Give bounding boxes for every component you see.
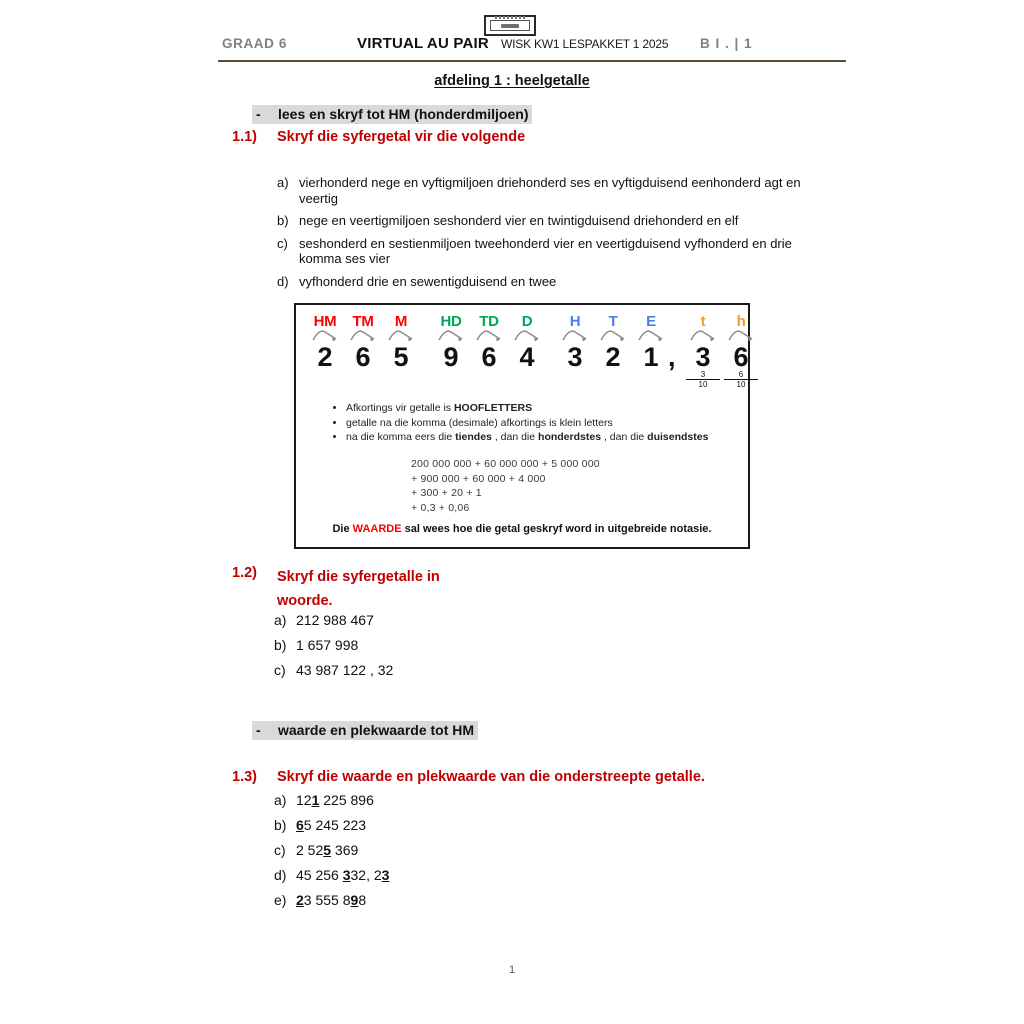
- subheading-waarde-en-plekwaarde: [252, 721, 478, 740]
- question-text-1-3: Skryf die waarde en plekwaarde van die onderstreepte getalle.: [277, 769, 705, 785]
- item-text: 43 987 122 , 32: [296, 662, 394, 678]
- bullet-text: , dan die: [601, 431, 648, 443]
- expanded-line: + 0,3 + 0,06: [411, 501, 470, 514]
- question-text-1-2: Skryf die syfergetalle in woorde.: [277, 569, 440, 609]
- item-label: c): [274, 842, 286, 858]
- underlined-digit: 9: [350, 892, 359, 908]
- place-value-arc-icon: [686, 329, 720, 342]
- expanded-line: 200 000 000 + 60 000 000 + 5 000 000: [411, 458, 600, 470]
- bullet-item: [346, 431, 708, 445]
- list-item: [274, 867, 634, 883]
- question-number-1-1: 1.1): [232, 129, 257, 145]
- question-text-1-1: Skryf die syfergetal vir die volgende: [277, 129, 526, 145]
- question-number-1-2: 1.2): [232, 565, 257, 581]
- bullet-text: getalle na die komma (desimale) afkortings is klein letters: [346, 416, 613, 429]
- item-label: d): [277, 273, 289, 289]
- item-text: seshonderd en sestienmiljoen tweehonderd vier en veertigduisend vyfhonderd en drie komma ses vier: [299, 235, 792, 266]
- place-value-note: [296, 523, 748, 535]
- digit-plain: 8: [358, 892, 367, 908]
- place-value-arc-icon: [346, 329, 380, 342]
- header-divider: [218, 60, 846, 62]
- place-value-columns: [296, 314, 748, 394]
- digit-plain: 5 245 223: [303, 817, 367, 833]
- document-header: [0, 36, 1024, 56]
- underlined-digit: 1: [311, 792, 320, 808]
- place-value-chart: [294, 303, 750, 549]
- item-label: b): [274, 817, 287, 833]
- place-value-digit: 6: [733, 342, 749, 372]
- list-item: [274, 612, 574, 628]
- list-item: [274, 892, 634, 908]
- digit-plain: 2 52: [296, 842, 324, 858]
- header-grade: GRAAD 6: [222, 36, 287, 51]
- fraction-numerator: 3: [700, 370, 706, 379]
- fraction-numerator: 6: [738, 370, 744, 379]
- place-value-arc-icon: [434, 329, 468, 342]
- place-value-column: [686, 314, 720, 389]
- expanded-line: + 300 + 20 + 1: [411, 487, 482, 499]
- bullet-bold: duisendstes: [647, 431, 709, 443]
- note-text: sal wees hoe die getal geskryf word in uitgebreide notasie.: [401, 523, 712, 535]
- place-value-digit: 1: [643, 342, 659, 372]
- place-value-abbrev: HM: [313, 313, 337, 330]
- underlined-digit: 5: [323, 842, 332, 858]
- item-text: vyfhonderd drie en sewentigduisend en twee: [299, 273, 557, 289]
- place-value-column: [724, 314, 758, 389]
- item-number: [296, 792, 634, 808]
- place-value-abbrev: T: [608, 313, 618, 330]
- item-label: e): [274, 892, 287, 908]
- place-value-digit: 3: [567, 342, 583, 372]
- place-value-abbrev: H: [569, 313, 581, 330]
- place-value-arc-icon: [634, 329, 668, 342]
- question-number-1-3: 1.3): [232, 769, 257, 785]
- item-number: [296, 842, 634, 858]
- list-item: [274, 842, 634, 858]
- place-value-arc-icon: [510, 329, 544, 342]
- underlined-digit: 6: [296, 817, 304, 833]
- digit-plain: 3 555 8: [303, 892, 351, 908]
- place-value-abbrev: TD: [479, 313, 499, 330]
- bullet-text: , dan die: [491, 431, 539, 443]
- list-item: [274, 637, 574, 653]
- header-brand: VIRTUAL AU PAIR: [357, 35, 489, 52]
- list-item: [277, 236, 837, 267]
- place-value-column: [510, 314, 544, 372]
- bullet-item: [346, 402, 708, 416]
- place-value-digit: 2: [605, 342, 621, 372]
- place-value-digit: 6: [481, 342, 497, 372]
- bullet-text: na die komma eers die: [346, 431, 456, 443]
- list-item: [277, 274, 837, 290]
- place-value-digit: 3: [695, 342, 711, 372]
- place-value-arc-icon: [308, 329, 342, 342]
- item-label: b): [277, 213, 289, 228]
- digit-plain: 225 896: [319, 792, 374, 808]
- place-value-abbrev: M: [394, 313, 408, 330]
- place-value-column: [308, 314, 342, 372]
- underlined-digit: 3: [381, 867, 390, 883]
- subheading-label: lees en skryf tot HM (honderdmiljoen): [278, 106, 529, 122]
- subheading-label: waarde en plekwaarde tot HM: [278, 722, 475, 738]
- place-value-column: [384, 314, 418, 372]
- place-value-arc-icon: [596, 329, 630, 342]
- place-value-digit: 5: [393, 342, 409, 372]
- place-value-abbrev: HD: [440, 313, 462, 330]
- item-label: c): [274, 662, 286, 678]
- list-item: [277, 213, 837, 229]
- item-label: a): [274, 612, 287, 628]
- place-value-fraction: [724, 370, 758, 389]
- bullet-item: [346, 417, 708, 431]
- place-value-abbrev: TM: [352, 313, 374, 330]
- item-number: [296, 817, 634, 833]
- place-value-abbrev: t: [700, 313, 706, 330]
- underlined-digit: 2: [296, 892, 304, 908]
- page-title: afdeling 1 : heelgetalle: [434, 73, 590, 89]
- note-text: Die: [332, 523, 353, 535]
- bullet-bold: HOOFLETTERS: [453, 402, 533, 414]
- dash-marker: -: [256, 722, 261, 738]
- place-value-digit: 2: [317, 342, 333, 372]
- document-badge-icon: [484, 15, 536, 36]
- place-value-digit: 4: [519, 342, 535, 372]
- place-value-abbrev: h: [736, 313, 746, 330]
- place-value-column: [634, 314, 668, 372]
- subheading-lees-en-skryf: [252, 105, 532, 124]
- header-subtitle: WISK KW1 LESPAKKET 1 2025: [501, 37, 669, 51]
- underlined-digit: 3: [342, 867, 351, 883]
- note-highlight: WAARDE: [352, 523, 402, 535]
- item-label: b): [274, 637, 287, 653]
- fraction-denominator: 10: [724, 379, 758, 389]
- list-item: [277, 175, 837, 206]
- expanded-notation: [411, 457, 600, 515]
- bullet-bold: honderdstes: [538, 431, 602, 443]
- page-number: 1: [508, 964, 516, 976]
- place-value-column: [558, 314, 592, 372]
- place-value-column: [434, 314, 468, 372]
- decimal-comma: ,: [668, 342, 676, 372]
- digit-plain: 45 256: [296, 867, 343, 883]
- list-item: [274, 817, 634, 833]
- place-value-column: [346, 314, 380, 372]
- place-value-abbrev: E: [646, 313, 656, 330]
- dash-marker: -: [256, 106, 261, 122]
- place-value-arc-icon: [472, 329, 506, 342]
- place-value-arc-icon: [724, 329, 758, 342]
- list-item: [274, 792, 634, 808]
- digit-plain: 369: [331, 842, 359, 858]
- list-item: [274, 662, 574, 678]
- digit-plain: 32, 2: [350, 867, 382, 883]
- item-text: vierhonderd nege en vyftigmiljoen driehonderd ses en vyftigduisend eenhonderd agt en veertig: [299, 175, 801, 206]
- item-text: 212 988 467: [296, 612, 374, 628]
- item-label: a): [277, 175, 289, 190]
- item-label: a): [274, 792, 287, 808]
- item-text: 1 657 998: [296, 637, 359, 653]
- question-1-1-items: [277, 175, 837, 296]
- bullet-bold: tiendes: [455, 431, 492, 443]
- question-1-3-items: [274, 792, 634, 917]
- place-value-fraction: [686, 370, 720, 389]
- place-value-abbrev: D: [521, 313, 533, 330]
- question-1-2-items: [274, 612, 574, 687]
- item-label: c): [277, 235, 288, 251]
- place-value-arc-icon: [384, 329, 418, 342]
- place-value-column: [472, 314, 506, 372]
- digit-plain: 12: [296, 792, 312, 808]
- item-label: d): [274, 867, 287, 883]
- place-value-column: [596, 314, 630, 372]
- expanded-line: + 900 000 + 60 000 + 4 000: [411, 472, 546, 485]
- header-page-label: B I . | 1: [700, 36, 753, 51]
- place-value-digit: 6: [355, 342, 371, 372]
- place-value-digit: 9: [443, 342, 459, 372]
- place-value-arc-icon: [558, 329, 592, 342]
- item-number: [296, 867, 634, 883]
- place-value-bullets: [332, 402, 708, 446]
- item-number: [296, 892, 634, 908]
- bullet-text: Afkortings vir getalle is: [346, 402, 454, 414]
- item-text: nege en veertigmiljoen seshonderd vier en twintigduisend driehonderd en elf: [299, 213, 739, 228]
- fraction-denominator: 10: [686, 379, 720, 389]
